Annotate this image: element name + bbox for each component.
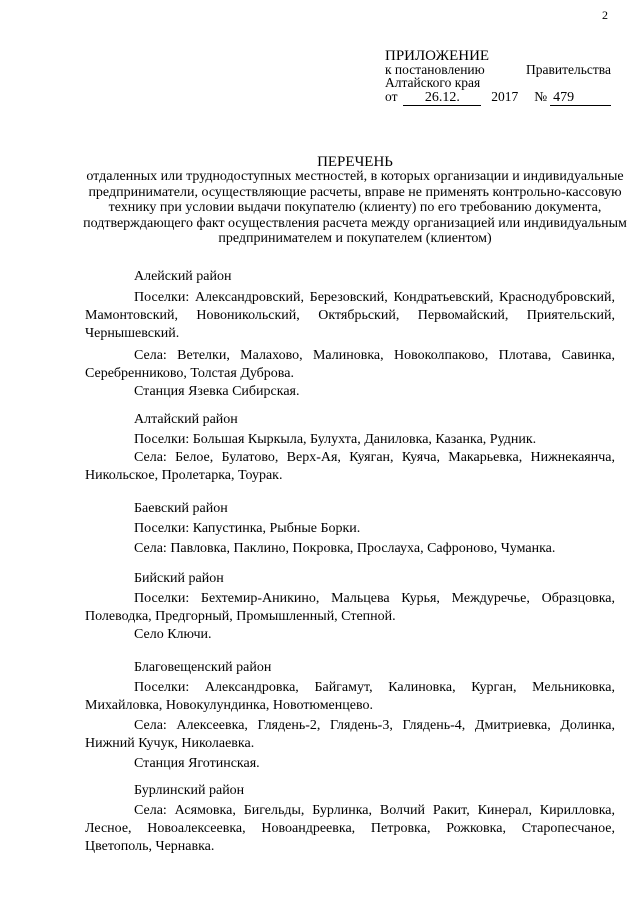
- district-baevsky: [85, 500, 615, 558]
- district-aleysky: [85, 268, 615, 401]
- district-name: Алейский район: [134, 269, 232, 284]
- district-paragraph: Село Ключи.: [134, 627, 212, 642]
- appendix-title: ПРИЛОЖЕНИЕ: [385, 48, 490, 64]
- district-paragraph: Поселки: Александровка, Байгамут, Калиновка, Курган, Мельниковка, Михайловка, Новокулундинка, Новотюменцево.: [85, 680, 615, 713]
- date-prefix: от: [385, 89, 398, 104]
- page-number: 2: [602, 8, 608, 22]
- district-paragraph: Села: Белое, Булатово, Верх-Ая, Куяган, Куяча, Макарьевка, Нижнекаянча, Никольское, Пролетарка, Тоурак.: [85, 450, 615, 483]
- district-paragraph: Села: Алексеевка, Глядень-2, Глядень-3, Глядень-4, Дмитриевка, Долинка, Нижний Кучук, Николаевка.: [85, 718, 615, 751]
- district-paragraph: Поселки: Бехтемир-Аникино, Мальцева Курья, Междуречье, Образцовка, Полеводка, Предгорный, Промышленный, Степной.: [85, 591, 615, 624]
- district-name: Благовещенский район: [134, 660, 272, 675]
- district-paragraph: Села: Асямовка, Бигельды, Бурлинка, Волчий Ракит, Кинерал, Кирилловка, Лесное, Новоалексеевка, Новоандреевка, Петровка, Рожковка, Старопесчаное, Цветополь, Чернавка.: [85, 803, 615, 854]
- document-subtitle: отдаленных или труднодоступных местностей, в которых организации и индивидуальные предприниматели, осуществляющие расчеты, вправе не применять контрольно-кассовую технику при условии выдачи покупателю (клиенту) по его требованию документа, подтверждающего факт осуществления расчета между организацией или индивидуальным предпринимателем и покупателем (клиентом): [83, 169, 627, 246]
- date-value: 26.12.: [403, 93, 481, 106]
- appendix-block: [385, 49, 611, 106]
- district-paragraph: Села: Ветелки, Малахово, Малиновка, Новоколпаково, Плотава, Савинка, Серебренниково, Толстая Дуброва.: [85, 348, 615, 381]
- appendix-date-line: [385, 90, 611, 106]
- district-paragraph: Поселки: Капустинка, Рыбные Борки.: [134, 521, 361, 536]
- district-name: Бурлинский район: [134, 783, 245, 798]
- district-paragraph: Поселки: Александровский, Березовский, Кондратьевский, Краснодубровский, Мамонтовский, Новоникольский, Октябрьский, Первомайский, Приятельский, Чернышевский.: [85, 290, 615, 341]
- district-name: Бийский район: [134, 571, 224, 586]
- document-title: ПЕРЕЧЕНЬ: [317, 154, 393, 170]
- number-value: 479: [550, 93, 611, 106]
- district-paragraph: Села: Павловка, Паклино, Покровка, Прослауха, Сафроново, Чуманка.: [134, 541, 556, 556]
- district-biysky: [85, 570, 615, 644]
- district-altaisky: [85, 411, 615, 485]
- district-paragraph: Станция Яготинская.: [134, 756, 260, 771]
- district-name: Алтайский район: [134, 412, 238, 427]
- district-burlinsky: [85, 782, 615, 856]
- appendix-line-1-right: Правительства: [526, 62, 611, 77]
- year-value: 2017: [491, 89, 519, 104]
- district-paragraph: Станция Язевка Сибирская.: [134, 384, 300, 399]
- district-paragraph: Поселки: Большая Кыркыла, Булухта, Даниловка, Казанка, Рудник.: [134, 432, 537, 447]
- district-blagoveshchensky: [85, 659, 615, 773]
- appendix-line-2: Алтайского края: [385, 75, 481, 90]
- appendix-line-1-left: к постановлению: [385, 62, 485, 77]
- number-prefix: №: [534, 89, 548, 104]
- district-name: Баевский район: [134, 501, 228, 516]
